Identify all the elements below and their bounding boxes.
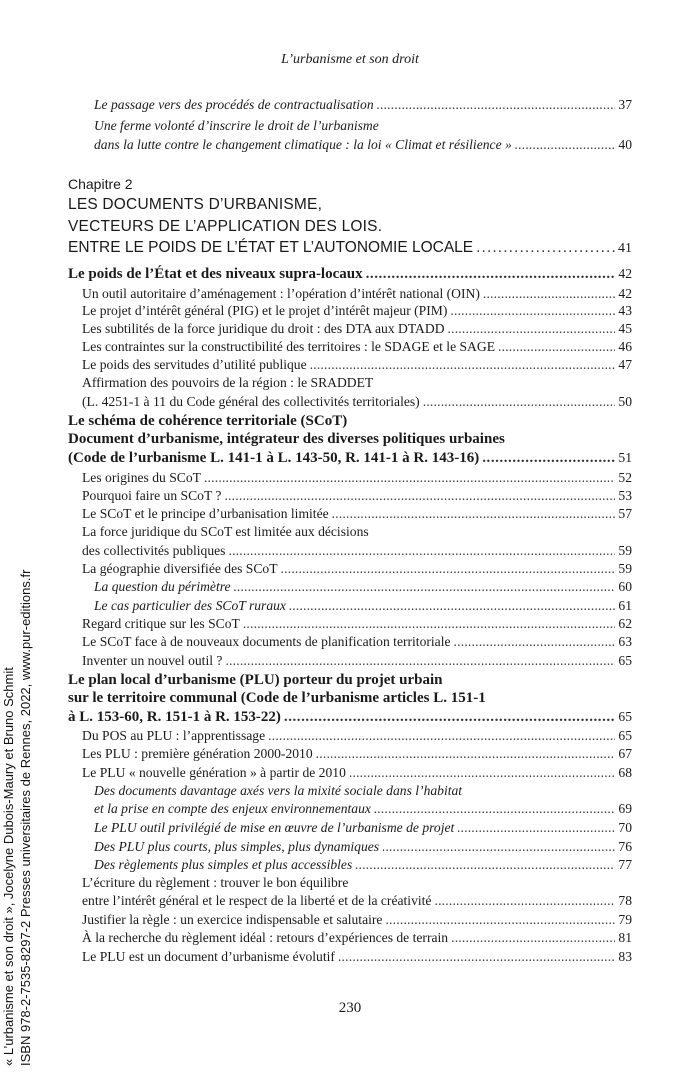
- leader-dots: [224, 487, 615, 505]
- toc-entry: [82, 523, 632, 541]
- toc-entry-title: Des documents davantage axés vers la mixité sociale dans l’habitat: [94, 783, 463, 798]
- toc-entry: [68, 671, 632, 689]
- toc-page-number: 81: [618, 930, 632, 945]
- leader-dots: [281, 560, 616, 578]
- toc-entry-title: La question du périmètre: [94, 579, 231, 594]
- toc-entry[interactable]: [82, 892, 632, 910]
- leader-dots: [289, 597, 615, 615]
- leader-dots: [423, 393, 616, 411]
- toc-page-number: 57: [618, 506, 632, 521]
- toc-page-number: 65: [618, 653, 632, 668]
- leader-dots: [515, 136, 616, 154]
- running-head: L’urbanisme et son droit: [281, 52, 419, 67]
- leader-dots: [284, 708, 616, 726]
- chapter-label: Chapitre 2: [68, 176, 133, 192]
- toc-entry: [68, 689, 632, 707]
- toc-entry[interactable]: [82, 727, 632, 745]
- toc-page-number: 61: [618, 598, 632, 613]
- toc-entry-title: Le SCoT face à de nouveaux documents de planification territoriale: [82, 634, 451, 649]
- toc-entry[interactable]: [68, 708, 632, 726]
- toc-entry-title: Le plan local d’urbanisme (PLU) porteur du projet urbain: [68, 672, 443, 688]
- toc-page-number: 40: [618, 137, 632, 152]
- toc-entry[interactable]: [82, 393, 632, 411]
- leader-dots: [454, 633, 616, 651]
- toc-entry-title: Le poids de l’État et des niveaux supra-locaux: [68, 266, 363, 282]
- toc-page-number: 42: [618, 286, 632, 301]
- toc-page-number: 42: [618, 266, 632, 281]
- toc-entry[interactable]: [82, 948, 632, 966]
- toc-entry[interactable]: [94, 800, 632, 818]
- toc-page-number: 79: [618, 912, 632, 927]
- toc-entry[interactable]: [94, 856, 632, 874]
- toc-page-number: 70: [618, 820, 632, 835]
- toc-page-number: 53: [618, 488, 632, 503]
- toc-entry-title: à L. 153-60, R. 151-1 à R. 153-22): [68, 709, 281, 725]
- toc-entry: [68, 412, 632, 430]
- toc-entry-title: Le projet d’intérêt général (PIG) et le projet d’intérêt majeur (PIM): [82, 303, 448, 318]
- page-number: 230: [338, 1000, 362, 1016]
- toc-entry[interactable]: [82, 338, 632, 356]
- toc-page-number: 76: [618, 839, 632, 854]
- leader-dots: [457, 819, 615, 837]
- leader-dots: [374, 800, 615, 818]
- toc-page-number: 47: [618, 357, 632, 372]
- toc-entry[interactable]: [82, 764, 632, 782]
- toc-entry[interactable]: [82, 542, 632, 560]
- toc-entry: [94, 117, 632, 135]
- toc-entry[interactable]: [94, 819, 632, 837]
- toc-entry[interactable]: [94, 838, 632, 856]
- toc-page-number: 59: [618, 543, 632, 558]
- toc-entry[interactable]: [82, 911, 632, 929]
- toc-entry: [68, 430, 632, 448]
- toc-entry[interactable]: [82, 469, 632, 487]
- toc-entry: [82, 374, 632, 392]
- toc-page-number: 63: [618, 634, 632, 649]
- toc-entry-title: Les PLU : première génération 2000-2010: [82, 746, 313, 761]
- toc-entry-title: La force juridique du SCoT est limitée aux décisions: [82, 524, 369, 539]
- leader-dots: [377, 96, 616, 114]
- toc-page-number: 62: [618, 616, 632, 631]
- toc-entry-title: Le cas particulier des SCoT ruraux: [94, 598, 286, 613]
- toc-entry-title: (L. 4251-1 à 11 du Code général des collectivités territoriales): [82, 394, 420, 409]
- toc-entry[interactable]: [82, 320, 632, 338]
- toc-entry[interactable]: [82, 302, 632, 320]
- toc-entry-title: Justifier la règle : un exercice indispensable et salutaire: [82, 912, 383, 927]
- toc-entry[interactable]: [82, 285, 632, 303]
- toc-entry[interactable]: [68, 265, 632, 283]
- toc-entry[interactable]: [82, 487, 632, 505]
- chapter-title-entry[interactable]: [68, 239, 632, 258]
- toc-entry[interactable]: [82, 356, 632, 374]
- toc-entry-title: des collectivités publiques: [82, 543, 226, 558]
- leader-dots: [385, 911, 615, 929]
- toc-entry-title: Les subtilités de la force juridique du droit : des DTA aux DTADD: [82, 321, 445, 336]
- leader-dots: [225, 652, 615, 670]
- chapter-title-last: ENTRE LE POIDS DE L’ÉTAT ET L’AUTONOMIE LOCALE: [68, 239, 474, 256]
- leader-dots: [483, 285, 616, 303]
- toc-entry-title: Les contraintes sur la constructibilité des territoires : le SDAGE et le SAGE: [82, 339, 495, 354]
- toc-page-number: 78: [618, 893, 632, 908]
- toc-entry-title: et la prise en compte des enjeux environnementaux: [94, 801, 371, 816]
- toc-entry-title: Document d’urbanisme, intégrateur des diverses politiques urbaines: [68, 431, 505, 447]
- leader-dots: [366, 265, 616, 283]
- toc-page-number: 37: [618, 97, 632, 112]
- toc-entry: [82, 874, 632, 892]
- toc-entry[interactable]: [82, 929, 632, 947]
- toc-page-number: 65: [618, 709, 632, 724]
- toc-entry-title: Affirmation des pouvoirs de la région : le SRADDET: [82, 375, 374, 390]
- leader-dots: [448, 320, 616, 338]
- toc-page-number: 65: [618, 728, 632, 743]
- toc-entry[interactable]: [94, 96, 632, 114]
- toc-page-number: 68: [618, 765, 632, 780]
- toc-entry-title: (Code de l’urbanisme L. 141-1 à L. 143-50, R. 141-1 à R. 143-16): [68, 450, 480, 466]
- toc-entry-title: Le PLU outil privilégié de mise en œuvre de l’urbanisme de projet: [94, 820, 455, 835]
- leader-dots: [482, 449, 615, 467]
- toc-page-number: 77: [618, 857, 632, 872]
- toc-entry-title: dans la lutte contre le changement climatique : la loi « Climat et résilience »: [94, 137, 512, 152]
- toc-entry-title: entre l’intérêt général et le respect de la liberté et de la créativité: [82, 893, 432, 908]
- leader-dots: [234, 578, 616, 596]
- toc-entry-title: Pourquoi faire un SCoT ?: [82, 488, 222, 503]
- toc-entry-title: Le SCoT et le principe d’urbanisation limitée: [82, 506, 329, 521]
- leader-dots: [243, 615, 616, 633]
- toc-entry-title: Les origines du SCoT: [82, 470, 201, 485]
- toc-page-number: 50: [618, 394, 632, 409]
- leader-dots: [268, 727, 615, 745]
- toc-entry-title: Une ferme volonté d’inscrire le droit de l’urbanisme: [94, 118, 379, 133]
- toc-entry-title: Le poids des servitudes d’utilité publique: [82, 357, 307, 372]
- toc-entry[interactable]: [94, 578, 632, 596]
- toc-page-number: 67: [618, 746, 632, 761]
- toc-entry[interactable]: [82, 560, 632, 578]
- toc-entry-title: L’écriture du règlement : trouver le bon équilibre: [82, 875, 349, 890]
- toc-entry-title: Le PLU « nouvelle génération » à partir de 2010: [82, 765, 346, 780]
- toc-entry-title: À la recherche du règlement idéal : retours d’expériences de terrain: [82, 930, 449, 945]
- leader-dots: [434, 892, 615, 910]
- leader-dots: [310, 356, 616, 374]
- leader-dots: [204, 469, 615, 487]
- toc-entry[interactable]: [82, 505, 632, 523]
- toc-page-number: 52: [618, 470, 632, 485]
- toc-page-number: 46: [618, 339, 632, 354]
- toc-entry: [94, 782, 632, 800]
- toc-entry-title: Un outil autoritaire d’aménagement : l’opération d’intérêt national (OIN): [82, 286, 480, 301]
- toc-page-number: 83: [618, 949, 632, 964]
- toc-page-number: 43: [618, 303, 632, 318]
- leader-dots: [349, 764, 616, 782]
- toc-entry[interactable]: [94, 136, 632, 154]
- toc-page-number: 51: [618, 450, 632, 465]
- leader-dots: [228, 542, 615, 560]
- leader-dots: [476, 239, 615, 257]
- toc-entry-title: Du POS au PLU : l’apprentissage: [82, 728, 266, 743]
- toc-entry-title: sur le territoire communal (Code de l’urbanisme articles L. 151-1: [68, 690, 486, 706]
- toc-entry-title: Le PLU est un document d’urbanisme évolutif: [82, 949, 335, 964]
- leader-dots: [382, 838, 615, 856]
- toc-entry-title: Des règlements plus simples et plus accessibles: [94, 857, 353, 872]
- chapter-title-line: LES DOCUMENTS D’URBANISME,: [68, 196, 323, 213]
- toc-entry-title: La géographie diversifiée des SCoT: [82, 561, 278, 576]
- toc-page-number: 41: [618, 241, 632, 256]
- toc-entry[interactable]: [82, 633, 632, 651]
- toc-page-number: 45: [618, 321, 632, 336]
- toc-entry[interactable]: [68, 449, 632, 467]
- toc-entry-title: Le passage vers des procédés de contractualisation: [94, 97, 374, 112]
- toc-entry-title: Des PLU plus courts, plus simples, plus dynamiques: [94, 839, 380, 854]
- toc-page-number: 69: [618, 801, 632, 816]
- leader-dots: [451, 929, 615, 947]
- toc-entry[interactable]: [94, 597, 632, 615]
- leader-dots: [332, 505, 616, 523]
- toc-page-number: 59: [618, 561, 632, 576]
- toc-entry[interactable]: [82, 652, 632, 670]
- leader-dots: [316, 745, 616, 763]
- leader-dots: [450, 302, 615, 320]
- toc-page-number: 60: [618, 579, 632, 594]
- chapter-title-line: VECTEURS DE L’APPLICATION DES LOIS.: [68, 218, 383, 235]
- toc-entry[interactable]: [82, 745, 632, 763]
- toc-entry-title: Le schéma de cohérence territoriale (SCoT): [68, 413, 348, 429]
- leader-dots: [498, 338, 615, 356]
- leader-dots: [338, 948, 615, 966]
- leader-dots: [355, 856, 615, 874]
- toc-entry-title: Regard critique sur les SCoT: [82, 616, 240, 631]
- toc-entry[interactable]: [82, 615, 632, 633]
- toc-entry-title: Inventer un nouvel outil ?: [82, 653, 223, 668]
